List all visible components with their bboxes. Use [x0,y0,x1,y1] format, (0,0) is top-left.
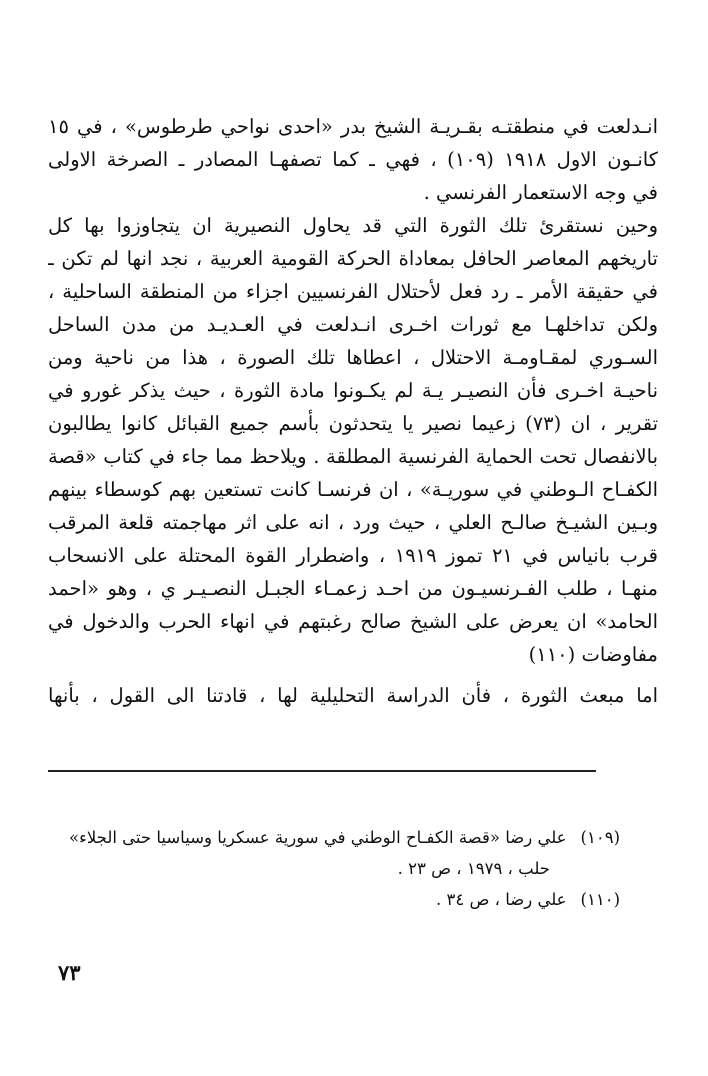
footnotes [60,822,620,915]
paragraph-3 [48,679,658,712]
text-line: انـدلعت في منطقتـه بقـريـة الشيخ بدر «احدى نواحي طرطوس» ، في ١٥ [48,115,658,138]
text-line: في وجه الاستعمار الفرنسي . [423,181,658,204]
footnote-line [60,853,620,884]
text-line: كانـون الاول ١٩١٨ (١٠٩) ، فهي ـ كما تصفهـا المصادر ـ الصرخة الاولى [48,148,658,171]
footnote-109 [60,822,620,884]
footnote-text: حلب ، ١٩٧٩ ، ص ٢٣ . [397,859,550,878]
footnote-number: (١٠٩) [580,828,620,847]
text-line: في حقيقة الأمر ـ رد فعل لأحتلال الفرنسيين اجزاء من المنطقة الساحلية ، [48,280,658,303]
text-line: وحين نستقرئ تلك الثورة التي قد يحاول النصيرية ان يتجاوزوا بها كل [48,214,658,237]
footnote-text: علي رضا ، ص ٣٤ . [435,890,567,909]
main-text [48,110,658,712]
paragraph-1 [48,110,658,209]
footnote-line [60,822,620,853]
text-line: ولكن تداخلهـا مع ثورات اخـرى انـدلعت في العـديـد من مدن الساحل [48,313,658,336]
footnote-number: (١١٠) [580,890,620,909]
text-line: الكفـاح الـوطني في سوريـة» ، ان فرنسـا كانت تستعين بهم كوسطاء بينهم [48,478,658,501]
text-line: السـوري لمقـاومـة الاحتلال ، اعطاها تلك الصورة ، هذا من ناحية ومن [48,346,658,369]
text-line: اما مبعث الثورة ، فأن الدراسة التحليلية لها ، قادتنا الى القول ، بأنها [48,684,658,707]
text-line: ناحيـة اخـرى فأن النصيـر يـة لم يكـونوا مادة الثورة ، حيث يذكر غورو في [48,379,658,402]
footnote-line [60,884,620,915]
footnote-divider [48,770,596,772]
paragraph-spacer [48,671,658,679]
text-line: منهـا ، طلب الفـرنسيـون من احـد زعمـاء الجبـل النصـيـر ي ، وهو «احمد [48,577,658,600]
paragraph-2 [48,209,658,671]
text-line: تاريخهم المعاصر الحافل بمعاداة الحركة القومية العربية ، نجد انها لم تكن ـ [48,247,658,270]
text-line: قرب بانياس في ٢١ تموز ١٩١٩ ، واضطرار القوة المحتلة على الانسحاب [48,544,658,567]
text-line: بالانفصال تحت الحماية الفرنسية المطلقة . ويلاحظ مما جاء في كتاب «قصة [48,445,658,468]
text-line: الحامد» ان يعرض على الشيخ صالح رغبتهم في انهاء الحرب والدخول في [48,610,658,633]
footnote-text: علي رضا «قصة الكفـاح الوطني في سورية عسكريا وسياسيا حتى الجلاء» [68,828,567,847]
text-line: وبـين الشيـخ صالـح العلي ، حيث ورد ، انه على اثر مهاجمته قلعة المرقب [48,511,658,534]
text-line: تقرير ، ان (٧٣) زعيما نصير يا يتحدثون بأسم جميع القبائل كانوا يطالبون [48,412,658,435]
page-number: ٧٣ [58,960,81,985]
footnote-110 [60,884,620,915]
text-line: مفاوضات (١١٠) [528,643,658,666]
